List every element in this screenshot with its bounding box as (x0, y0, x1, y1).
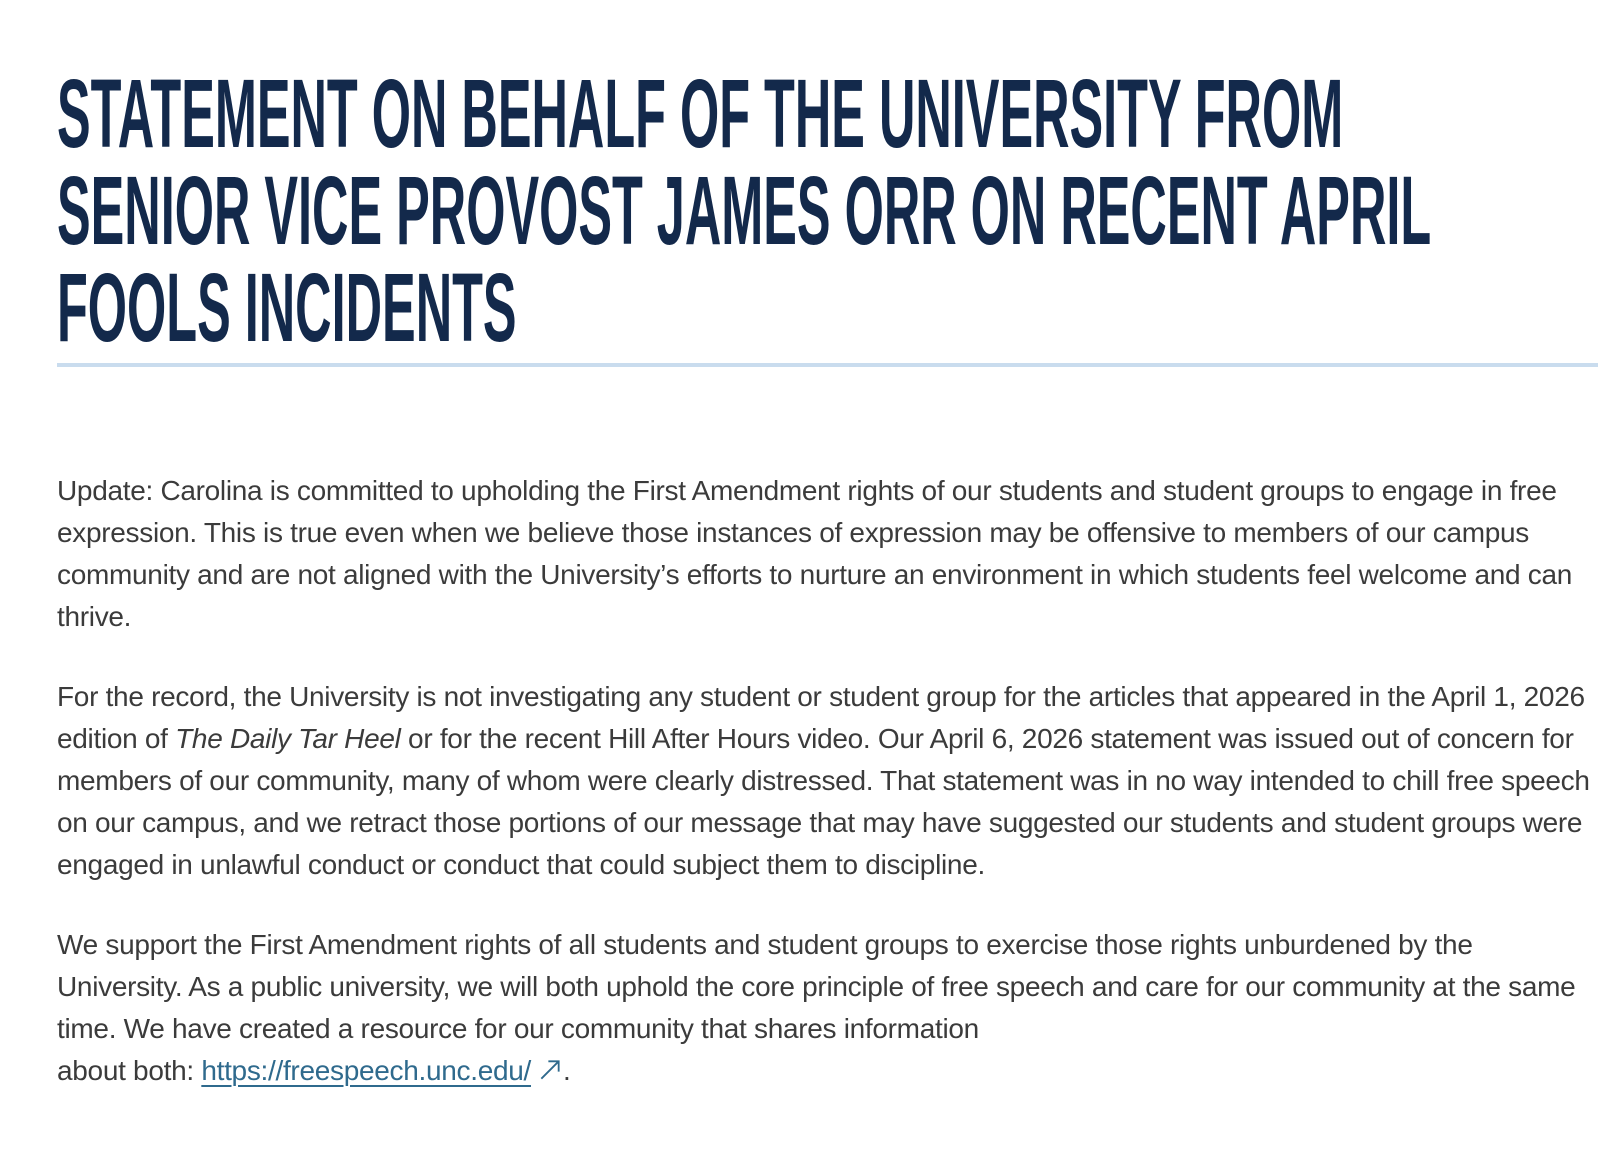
after-link-period: . (563, 1055, 571, 1086)
paragraph-update (57, 470, 1598, 638)
paragraph-support (57, 924, 1598, 1092)
link-prefix-text: about both: (57, 1055, 202, 1086)
paragraph-record-text-end: or for the recent Hill After Hours video. Our April 6, 2026 statement was issued out of concern for members of our community, many of whom were clearly distressed. That statement was in no way intended to chill free speech on our campus, and we retract those portions of our message that may have suggested our students and student groups were engaged in unlawful conduct or conduct that could subject them to discipline. (57, 723, 1590, 880)
freespeech-link[interactable] (201, 1055, 563, 1086)
paragraph-update-text: Update: Carolina is committed to upholding the First Amendment rights of our students and student groups to engage in free expression. This is true even when we believe those instances of expression may be offensive to members of our campus community and are not aligned with the University’s efforts to nurture an environment in which students feel welcome and can thrive. (57, 475, 1573, 632)
external-link-icon (537, 1057, 563, 1083)
paragraph-record-text-start: For the record, the University is not investigating any student or student group for the articles that appeared in the April 1, 2026 edition of (57, 681, 1585, 754)
page-title-line-1: STATEMENT ON BEHALF OF THE UNIVERSITY FROM (57, 59, 1344, 168)
freespeech-link-text: https://freespeech.unc.edu/ (201, 1055, 531, 1086)
page-title-line-3: FOOLS INCIDENTS (57, 253, 517, 362)
paragraph-support-text: We support the First Amendment rights of all students and student groups to exercise those rights unburdened by the University. As a public university, we will both uphold the core principle of free speech and care for our community at the same time. We have created a resource for our community that shares information (57, 929, 1576, 1044)
statement-body (57, 470, 1598, 1092)
page-title (57, 59, 1432, 362)
title-divider (57, 363, 1598, 367)
publication-name: The Daily Tar Heel (175, 723, 401, 754)
paragraph-for-the-record (57, 676, 1598, 886)
page-title-line-2: SENIOR VICE PROVOST JAMES ORR ON RECENT APRIL (57, 156, 1432, 265)
